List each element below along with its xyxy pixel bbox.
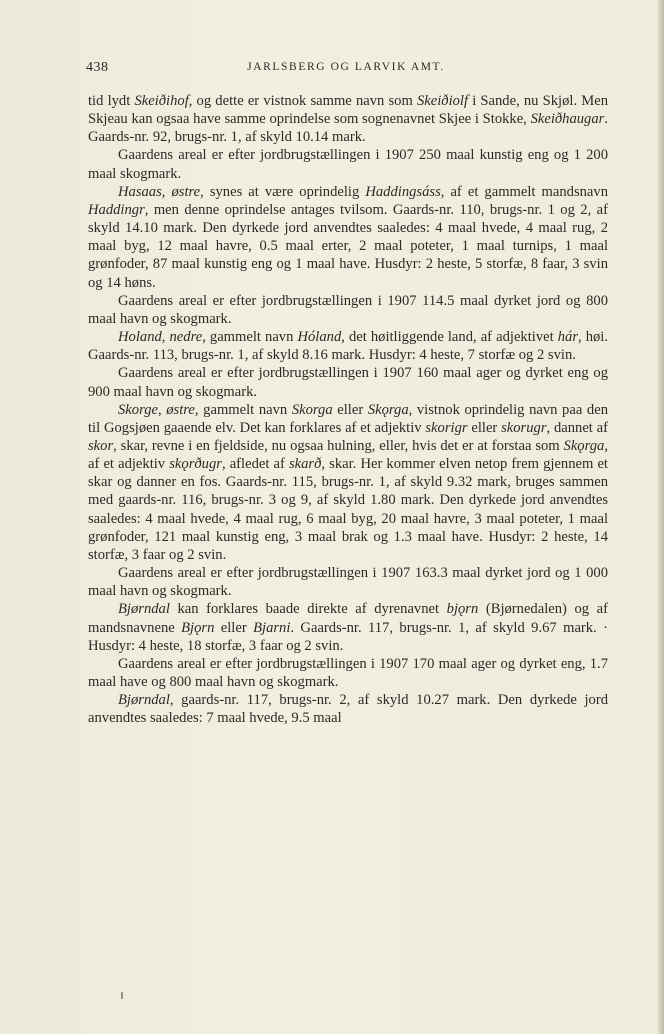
italic-term: skor	[88, 437, 114, 454]
text-run: , synes at være oprindelig	[200, 183, 366, 200]
italic-term: skorigr	[425, 419, 468, 436]
paragraph-p10	[88, 655, 608, 691]
text-run: eller	[332, 401, 368, 418]
text-run: , af et adjektiv	[88, 437, 608, 473]
italic-term: Hasaas, østre	[118, 183, 201, 200]
italic-term: skǫrðugr	[169, 456, 222, 473]
page-edge-shadow	[658, 0, 664, 1034]
paragraph-p7	[88, 401, 608, 564]
italic-term: Skǫrga	[367, 401, 409, 418]
text-run: , af et gammelt mandsnavn	[440, 183, 608, 200]
italic-term: Bjørndal	[118, 692, 170, 709]
italic-term: Holand, nedre	[118, 329, 203, 346]
italic-term: bjǫrn	[446, 601, 479, 618]
page-header	[86, 60, 606, 80]
italic-term: Skeiðihof	[134, 93, 189, 109]
print-speck	[121, 992, 123, 999]
text-run: Gaardens areal er efter jordbrugstællingen i 1907 170 maal ager og dyrket eng, 1.7 maal have og 800 maal havn og skogmark.	[88, 655, 608, 690]
italic-term: Skeiðhaugar	[530, 111, 605, 128]
text-run: . Gaards-nr. 92, brugs-nr. 1, af skyld 10.14 mark.	[88, 111, 608, 146]
text-run: . Gaards-nr. 117, brugs-nr. 1, af skyld 9.67 mark. · Husdyr: 4 heste, 18 storfæ, 3 faar og 2 svin.	[88, 619, 608, 654]
body-text	[88, 92, 608, 727]
paragraph-p1	[88, 92, 608, 146]
text-run: (Bjørnedalen) og af mandsnavnene	[88, 601, 608, 636]
text-run: , gammelt navn	[194, 401, 292, 418]
text-run: , skar. Her kommer elven netop frem gjennem et skar og danner en fos. Gaards-nr. 115, brugs-nr. 1, af skyld 9.32 mark, bruges sammen med gaards-nr. 116, brugs-nr. 3 og 9, af skyld 1.80 mark. Den dyrkede jord anvendtes saaledes: 4 maal hvede, 4 maal rug, 6 maal byg, 20 maal havre, 3 maal poteter, 1 maal grønfoder, 121 maal kunstig eng, 3 maal brak og 1.3 maal have. Husdyr: 2 heste, 14 storfæ, 3 faar og 2 svin.	[88, 456, 608, 563]
italic-term: Skorge, østre	[118, 401, 195, 418]
text-run: kan forklares baade direkte af dyrenavnet	[169, 601, 447, 618]
italic-term: Skǫrga	[563, 437, 605, 454]
paragraph-p3	[88, 183, 608, 292]
text-run: tid lydt	[88, 93, 135, 109]
italic-term: Bjǫrn	[181, 619, 215, 636]
text-run: , skar, revne i en fjeldside, nu ogsaa hulning, eller, hvis det er at forstaa som	[113, 437, 564, 454]
text-run: , høi. Gaards-nr. 113, brugs-nr. 1, af skyld 8.16 mark. Husdyr: 4 heste, 7 storfæ og 2 svin.	[88, 329, 609, 364]
italic-term: Skorga	[291, 401, 333, 418]
italic-term: Bjørndal	[118, 601, 170, 618]
text-run: Gaardens areal er efter jordbrugstællingen i 1907 163.3 maal dyrket jord og 1 000 maal havn og skogmark.	[88, 565, 608, 600]
running-title: JARLSBERG OG LARVIK AMT.	[247, 61, 445, 73]
text-run: , vistnok oprindelig navn paa den til Gogsjøen gaaende elv. Det kan forklares af et adjektiv	[88, 401, 608, 436]
text-run: , men denne oprindelse antages tvilsom. Gaards-nr. 110, brugs-nr. 1 og 2, af skyld 14.10 mark. Den dyrkede jord anvendtes saaledes: 4 maal hvede, 4 maal rug, 2 maal byg, 12 maal havre, 0.5 maal erter, 2 maal poteter, 1 maal turnips, 1 maal grønfoder, 87 maal kunstig eng og 1 maal have. Husdyr: 2 heste, 5 storfæ, 8 faar, 3 svin og 14 høns.	[88, 201, 608, 291]
italic-term: Haddingr	[88, 201, 145, 218]
italic-term: Hóland	[297, 329, 342, 346]
paragraph-p8	[88, 564, 608, 600]
paragraph-p5	[88, 328, 608, 364]
text-run: eller	[467, 419, 502, 436]
paragraph-p2	[88, 146, 608, 182]
paragraph-p6	[88, 364, 608, 400]
italic-term: hár	[557, 329, 578, 346]
text-run: , afledet af	[221, 456, 289, 473]
italic-term: Haddingsáss	[365, 183, 441, 200]
italic-term: skorugr	[501, 419, 547, 436]
text-run: i Sande, nu Skjøl. Men Skjeau kan ogsaa have samme oprindelse som sognenavnet Skjee i Stokke,	[88, 93, 609, 128]
italic-term: Skeiðiolf	[416, 93, 469, 109]
italic-term: Bjarni	[253, 619, 291, 636]
text-run: , gammelt navn	[202, 329, 298, 346]
text-run: eller	[214, 619, 254, 636]
text-run: , gaards-nr. 117, brugs-nr. 2, af skyld 10.27 mark. Den dyrkede jord anvendtes saaledes: 7 maal hvede, 9.5 maal	[88, 692, 608, 727]
paragraph-p11	[88, 691, 608, 727]
text-run: , dannet af	[546, 419, 608, 436]
paragraph-p9	[88, 600, 608, 654]
text-run: Gaardens areal er efter jordbrugstællingen i 1907 114.5 maal dyrket jord og 800 maal havn og skogmark.	[88, 292, 608, 327]
text-run: Gaardens areal er efter jordbrugstællingen i 1907 160 maal ager og dyrket eng og 900 maal havn og skogmark.	[88, 365, 608, 400]
paragraph-p4	[88, 292, 608, 328]
italic-term: skarð	[288, 456, 322, 473]
text-run: Gaardens areal er efter jordbrugstællingen i 1907 250 maal kunstig eng og 1 200 maal skogmark.	[88, 147, 608, 182]
text-run: , og dette er vistnok samme navn som	[188, 93, 417, 109]
page-number: 438	[86, 60, 109, 75]
text-run: , det høitliggende land, af adjektivet	[341, 329, 558, 346]
